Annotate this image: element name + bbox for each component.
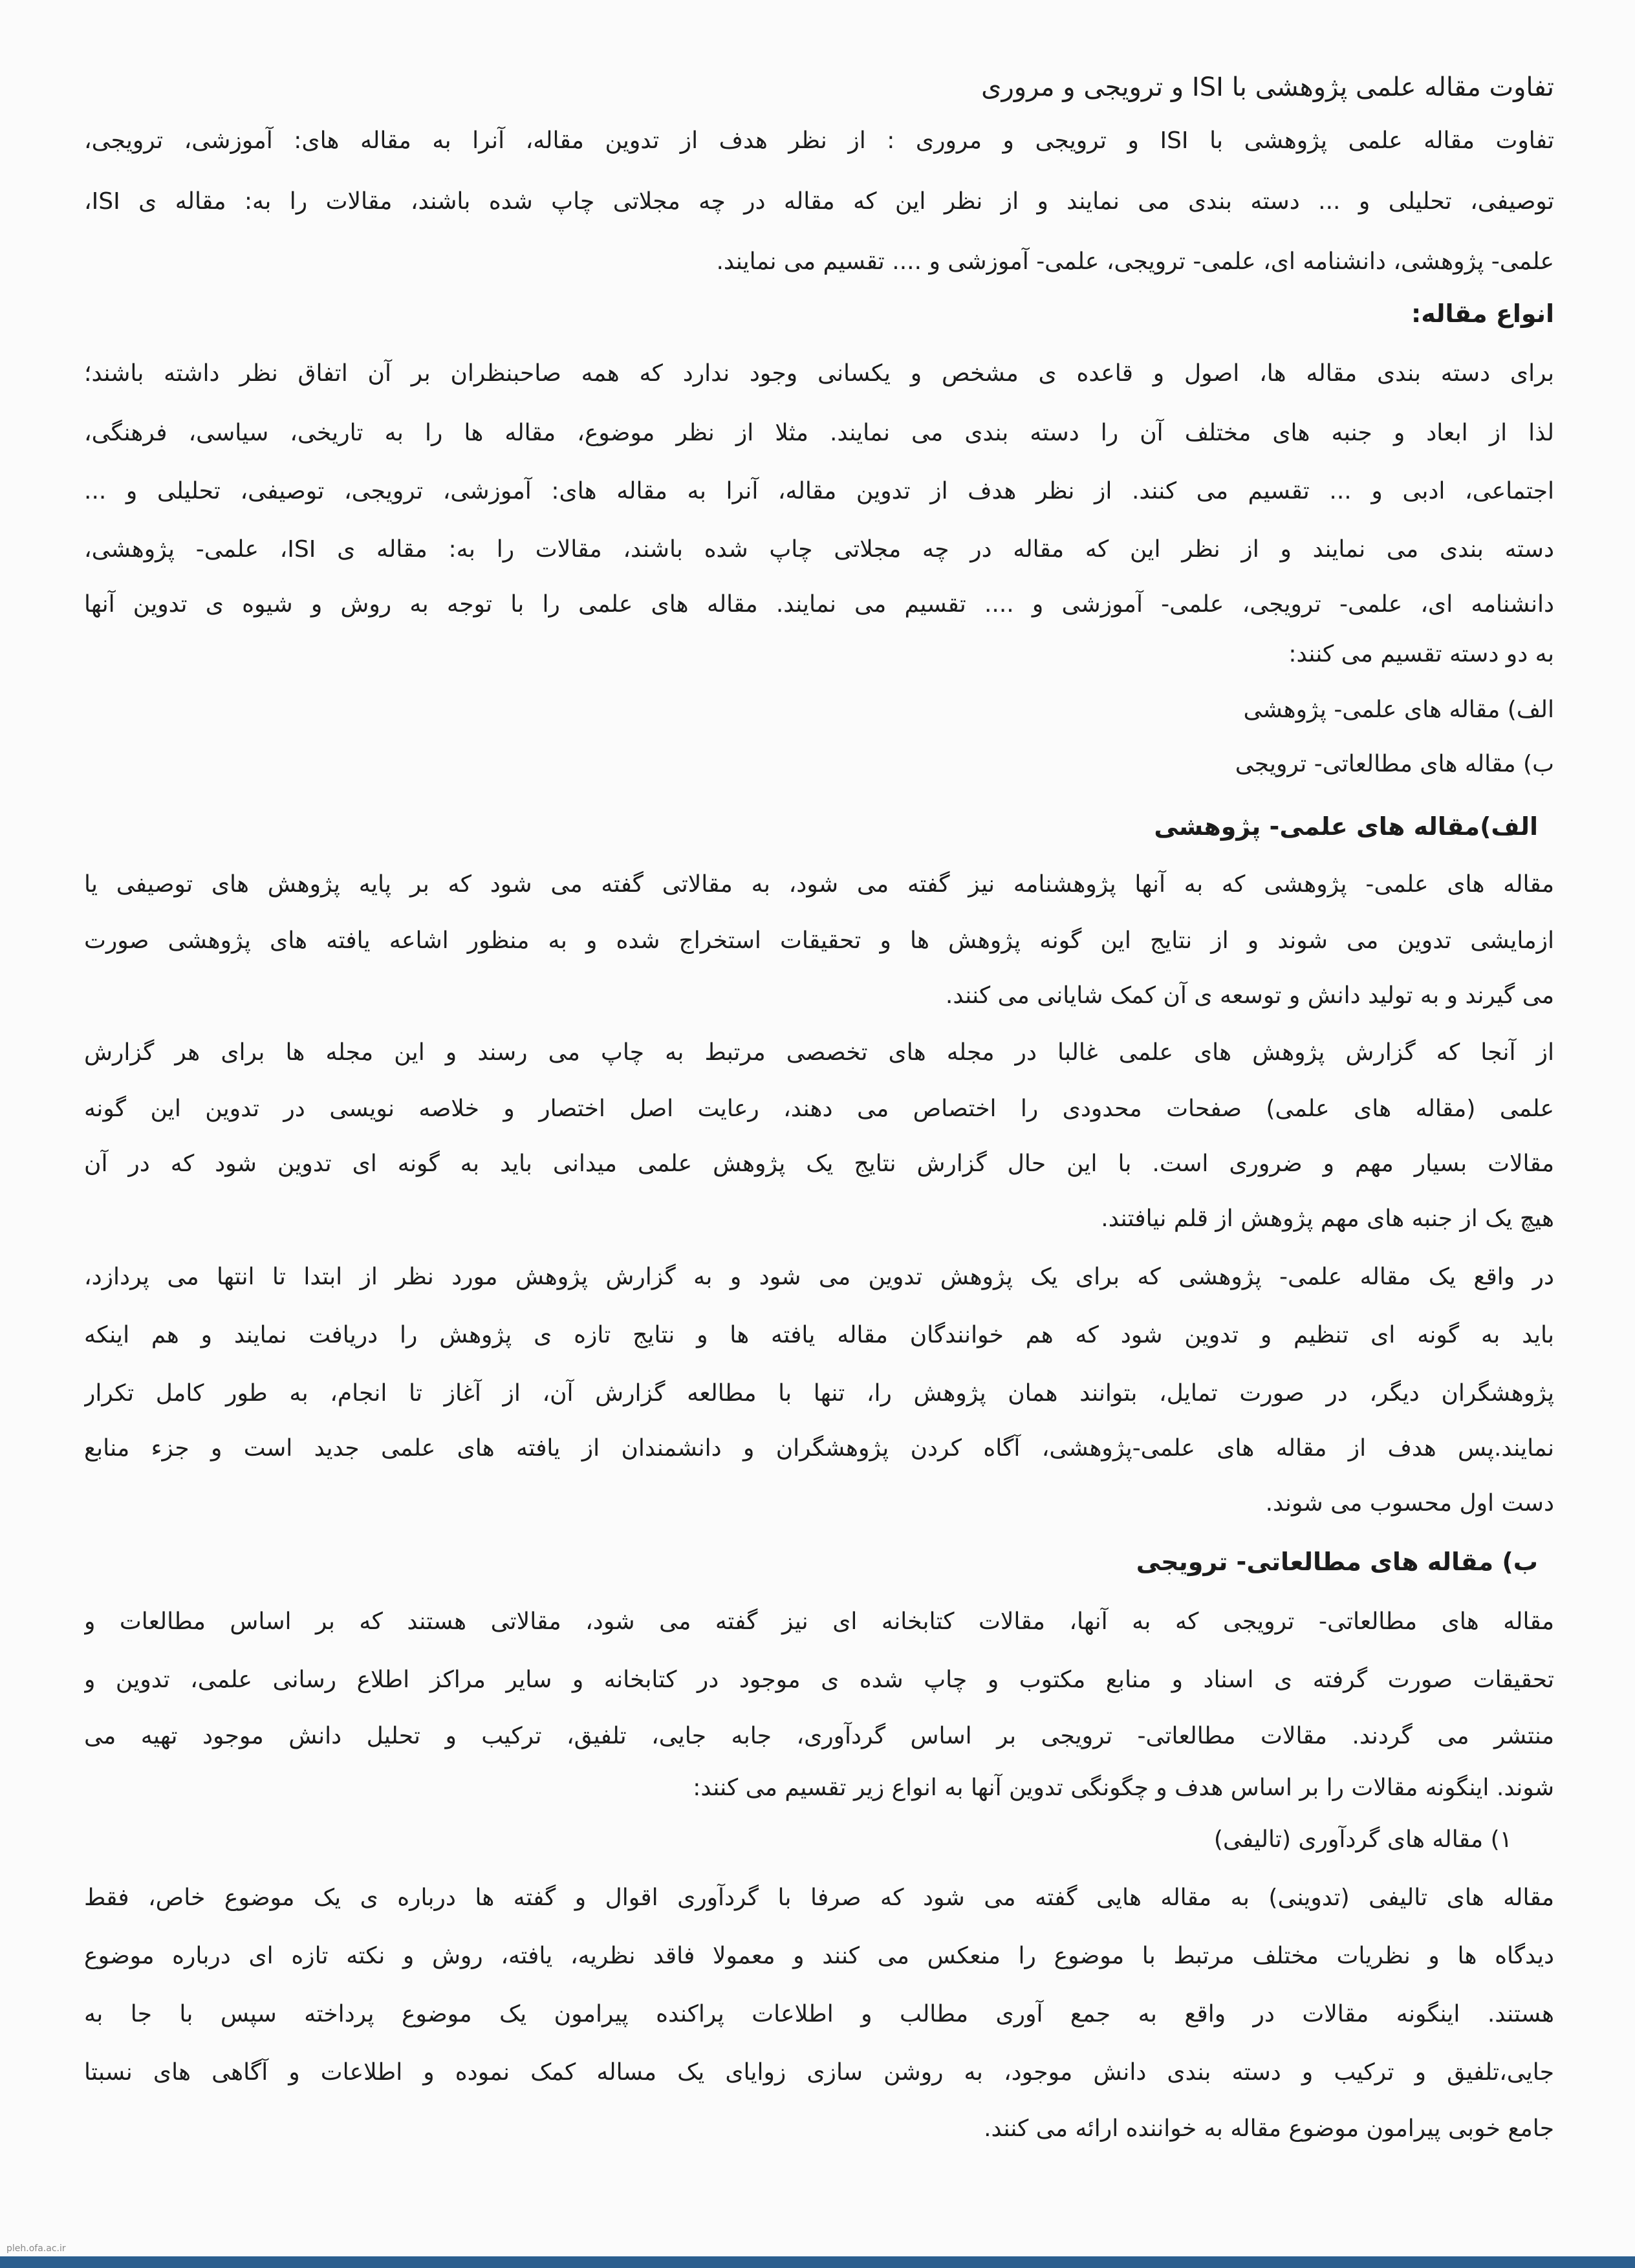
- list-item-b: ب) مقاله های مطالعاتی- ترویجی: [1235, 751, 1554, 777]
- section-b-p1-line-2: تحقیقات صورت گرفته ی اسناد و منابع مکتوب و چاپ شده ی موجود در کتابخانه و سایر مراکز اطلاع رسانی علمی، تدوین و: [84, 1667, 1554, 1693]
- item-1-line-2: دیدگاه ها و نظریات مختلف مرتبط با موضوع را منعکس می کنند و معمولا فاقد نظریه، یافته، روش و نکته تازه ای درباره موضوع: [84, 1943, 1554, 1969]
- footer-watermark: pleh.ofa.ac.ir: [6, 2243, 66, 2254]
- footer-bar: [0, 2256, 1635, 2268]
- types-line-1: برای دسته بندی مقاله ها، اصول و قاعده ی مشخص و یکسانی وجود ندارد که همه صاحبنظران بر آن اتفاق نظر داشته باشند؛: [84, 360, 1554, 387]
- list-item-a: الف) مقاله های علمی- پژوهشی: [1243, 697, 1554, 723]
- section-a-p3-line-3: پژوهشگران دیگر، در صورت تمایل، بتوانند همان پژوهش را، تنها با مطالعه گزارش آن، از آغاز تا انجام، به طور کامل تکرار: [84, 1380, 1554, 1407]
- section-a-heading: الف)مقاله های علمی- پژوهشی: [1154, 812, 1538, 841]
- intro-line-1: تفاوت مقاله علمی پژوهشی با ISI و ترویجی و مروری : از نظر هدف از تدوین مقاله، آنرا به مقاله های: آموزشی، ترویجی،: [84, 127, 1554, 154]
- section-a-p2-line-2: علمی (مقاله های علمی) صفحات محدودی را اختصاص می دهند، رعایت اصل اختصار و خلاصه نویسی در تدوین این گونه: [84, 1096, 1554, 1122]
- section-a-p1-line-2: ازمایشی تدوین می شوند و از نتایج این گونه پژوهش ها و تحقیقات استخراج شده و به منظور اشاعه یافته های پژوهشی صورت: [84, 927, 1554, 954]
- item-1-line-5: جامع خوبی پیرامون موضوع مقاله به خواننده ارائه می کنند.: [984, 2115, 1554, 2142]
- numbered-item-1: ١) مقاله های گردآوری (تالیفی): [1213, 1826, 1512, 1853]
- item-1-line-3: هستند. اینگونه مقالات در واقع به جمع آوری مطالب و اطلاعات پراکنده پیرامون یک موضوع پرداخته سپس با جا به: [84, 2001, 1554, 2027]
- section-b-heading: ب) مقاله های مطالعاتی- ترویجی: [1136, 1548, 1538, 1576]
- section-a-p3-line-2: باید به گونه ای تنظیم و تدوین شود که هم خوانندگان مقاله یافته ها و نتایج تازه ی پژوهش را دریافت نمایند و هم اینکه: [84, 1322, 1554, 1348]
- types-line-6: به دو دسته تقسیم می کنند:: [1288, 641, 1554, 667]
- section-a-p2-line-1: از آنجا که گزارش پژوهش های علمی غالبا در مجله های تخصصی مرتبط به چاپ می رسند و این مجله ها برای هر گزارش: [84, 1039, 1554, 1066]
- types-line-2: لذا از ابعاد و جنبه های مختلف آن را دسته بندی می نمایند. مثلا از نظر موضوع، مقاله ها را به تاریخی، سیاسی، فرهنگی،: [84, 420, 1554, 446]
- section-a-p3-line-5: دست اول محسوب می شوند.: [1265, 1490, 1554, 1517]
- intro-line-2: توصیفی، تحلیلی و ... دسته بندی می نمایند و از نظر این که مقاله در چه مجلاتی چاپ شده باشند، مقالات را به: مقاله ی ISI،: [84, 188, 1554, 215]
- section-a-p1-line-1: مقاله های علمی- پژوهشی که به آنها پژوهشنامه نیز گفته می شود، به مقالاتی گفته می شود که بر پایه پژوهش های توصیفی یا: [84, 871, 1554, 898]
- types-heading: انواع مقاله:: [1411, 299, 1554, 328]
- section-a-p1-line-3: می گیرند و به تولید دانش و توسعه ی آن کمک شایانی می کنند.: [945, 982, 1554, 1009]
- intro-line-3: علمی- پژوهشی، دانشنامه ای، علمی- ترویجی، علمی- آموزشی و .... تقسیم می نمایند.: [716, 248, 1554, 275]
- types-line-4: دسته بندی می نمایند و از نظر این که مقاله در چه مجلاتی چاپ شده باشند، مقالات را به: مقاله ی ISI، علمی- پژوهشی،: [84, 536, 1554, 563]
- types-line-3: اجتماعی، ادبی و ... تقسیم می کنند. از نظر هدف از تدوین مقاله، آنرا به مقاله های: آموزشی، ترویجی، توصیفی، تحلیلی و ...: [84, 478, 1554, 504]
- section-a-p2-line-3: مقالات بسیار مهم و ضروری است. با این حال گزارش نتایج یک پژوهش علمی میدانی باید به گونه ای تدوین شود که در آن: [84, 1150, 1554, 1177]
- types-line-5: دانشنامه ای، علمی- ترویجی، علمی- آموزشی و .... تقسیم می نمایند. مقاله های علمی را با توجه به روش و شیوه ی تدوین آنها: [84, 591, 1554, 618]
- item-1-line-1: مقاله های تالیفی (تدوینی) به مقاله هایی گفته می شود که صرفا با گردآوری اقوال و گفته ها درباره ی یک موضوع خاص، فقط: [84, 1885, 1554, 1911]
- section-b-p1-line-1: مقاله های مطالعاتی- ترویجی که به آنها، مقالات کتابخانه ای نیز گفته می شود، مقالاتی هستند که بر اساس مطالعات و: [84, 1608, 1554, 1635]
- section-a-p3-line-1: در واقع یک مقاله علمی- پژوهشی که برای یک پژوهش تدوین می شود و به گزارش پژوهش مورد نظر از ابتدا تا انتها می پردازد،: [84, 1264, 1554, 1290]
- section-b-p1-line-3: منتشر می گردند. مقالات مطالعاتی- ترویجی بر اساس گردآوری، جابه جایی، تلفیق، ترکیب و تحلیل دانش موجود تهیه می: [84, 1723, 1554, 1749]
- section-a-p3-line-4: نمایند.پس هدف از مقاله های علمی-پژوهشی، آگاه کردن پژوهشگران و دانشمندان از یافته های علمی جدید است و جزء منابع: [84, 1435, 1554, 1462]
- item-1-line-4: جایی،تلفیق و ترکیب و دسته بندی دانش موجود، به روشن سازی زوایای یک مساله کمک نموده و اطلاعات و آگاهی های نسبتا: [84, 2059, 1554, 2086]
- section-b-p1-line-4: شوند. اینگونه مقالات را بر اساس هدف و چگونگی تدوین آنها به انواع زیر تقسیم می کنند:: [693, 1775, 1554, 1801]
- section-a-p2-line-4: هیچ یک از جنبه های مهم پژوهش از قلم نیافتند.: [1101, 1205, 1554, 1232]
- page-title: تفاوت مقاله علمی پژوهشی با ISI و ترویجی و مروری: [981, 72, 1554, 102]
